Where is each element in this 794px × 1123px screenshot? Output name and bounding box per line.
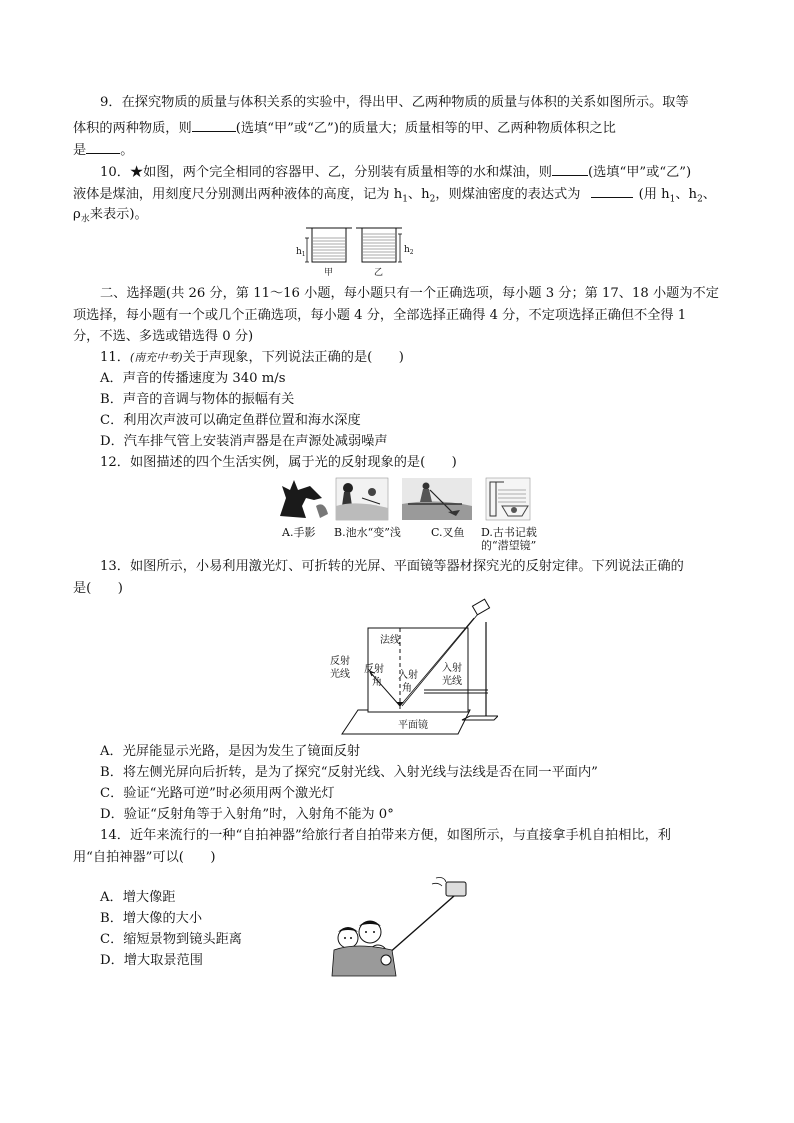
q11-stem: 11．(南充中考)关于声现象，下列说法正确的是( ) bbox=[100, 350, 404, 365]
reflection-apparatus-figure bbox=[326, 598, 498, 738]
label-reflected-ray-1: 反射 bbox=[330, 656, 350, 667]
q14-line2: 用“自拍神器”可以( ) bbox=[73, 850, 216, 865]
periscope-illustration bbox=[486, 478, 530, 520]
q9-line1: 9．在探究物质的质量与体积关系的实验中，得出甲、乙两种物质的质量与体积的关系如图所示。取等 bbox=[100, 95, 689, 110]
section2-line3: 分，不选、多选或错选得 0 分) bbox=[73, 329, 254, 344]
spearing-fish-illustration bbox=[402, 478, 472, 520]
label-jia: 甲 bbox=[324, 268, 334, 278]
caption-d2: 的“潜望镜” bbox=[481, 539, 537, 552]
label-incident-ray-1: 入射 bbox=[442, 663, 462, 674]
q14-option-b[interactable]: B．增大像的大小 bbox=[100, 911, 203, 926]
q14-option-d[interactable]: D．增大取景范围 bbox=[100, 953, 203, 968]
answer-blank[interactable] bbox=[192, 117, 236, 132]
label-reflected-ray-2: 光线 bbox=[330, 669, 350, 680]
q11-option-d[interactable]: D．汽车排气管上安装消声器是在声源处减弱噪声 bbox=[100, 434, 388, 449]
q9-line2: 体积的两种物质，则 (选填“甲”或“乙”)的质量大；质量相等的甲、乙两种物质体积之比 bbox=[73, 117, 616, 139]
label-incident-ray-2: 光线 bbox=[442, 676, 462, 687]
answer-blank[interactable] bbox=[86, 139, 120, 154]
q14-option-c[interactable]: C．缩短景物到镜头距离 bbox=[100, 932, 242, 947]
pool-illustration bbox=[336, 478, 388, 520]
label-yi: 乙 bbox=[374, 268, 384, 278]
answer-blank[interactable] bbox=[591, 183, 633, 198]
h2-label: $h_2$ bbox=[404, 245, 414, 256]
label-mirror: 平面镜 bbox=[398, 720, 428, 731]
section2-line1: 二、选择题(共 26 分，第 11～16 小题，每小题只有一个正确选项，每小题 3 分；第 17、18 小题为不定 bbox=[100, 286, 719, 301]
q9-line3: 是 。 bbox=[73, 139, 133, 161]
caption-c: C.叉鱼 bbox=[431, 526, 465, 539]
q14-line1: 14．近年来流行的一种“自拍神器”给旅行者自拍带来方便，如图所示，与直接拿手机自拍相比，利 bbox=[100, 828, 671, 843]
q13-line1: 13．如图所示，小易利用激光灯、可折转的光屏、平面镜等器材探究光的反射定律。下列说法正确的 bbox=[100, 559, 684, 574]
q13-option-d[interactable]: D．验证“反射角等于入射角”时，入射角不能为 0° bbox=[100, 807, 394, 822]
h1-label: $h_1$ bbox=[296, 247, 306, 258]
q13-option-c[interactable]: C．验证“光路可逆”时必须用两个激光灯 bbox=[100, 786, 335, 801]
label-reflected-angle-1: 反射 bbox=[364, 664, 384, 675]
hand-shadow-illustration bbox=[280, 480, 328, 518]
selfie-stick-illustration bbox=[326, 876, 476, 980]
containers-figure bbox=[294, 224, 420, 278]
q12-illustrations bbox=[276, 476, 532, 522]
q11-option-c[interactable]: C．利用次声波可以确定鱼群位置和海水深度 bbox=[100, 413, 361, 428]
q13-line2: 是( ) bbox=[73, 581, 123, 596]
q13-option-a[interactable]: A．光屏能显示光路，是因为发生了镜面反射 bbox=[100, 744, 361, 759]
q11-option-a[interactable]: A．声音的传播速度为 340 m/s bbox=[100, 371, 286, 386]
section2-line2: 项选择，每小题有一个或几个正确选项，每小题 4 分，全部选择正确得 4 分，不定项选择正确但不全得 1 bbox=[73, 308, 687, 323]
q12-stem: 12．如图描述的四个生活实例，属于光的反射现象的是( ) bbox=[100, 455, 457, 470]
q13-option-b[interactable]: B．将左侧光屏向后折转，是为了探究“反射光线、入射光线与法线是否在同一平面内” bbox=[100, 765, 598, 780]
caption-d1: D.古书记载 bbox=[481, 526, 537, 539]
label-incident-angle-2: 角 bbox=[402, 683, 412, 694]
caption-b: B.池水“变”浅 bbox=[334, 526, 401, 539]
phone-icon bbox=[446, 882, 466, 896]
q10-line3: $\rho_水$来表示)。 bbox=[73, 207, 148, 225]
q10-line1: 10．★如图，两个完全相同的容器甲、乙，分别装有质量相等的水和煤油，则 (选填“甲”或“乙”) bbox=[100, 161, 691, 183]
label-incident-angle-1: 入射 bbox=[398, 670, 418, 681]
q10-line2: 液体是煤油，用刻度尺分别测出两种液体的高度，记为 $h_1$、$h_2$，则煤油密度的表达式为 (用 $h_1$、$h_2$、 bbox=[73, 183, 716, 210]
answer-blank[interactable] bbox=[552, 161, 588, 176]
q14-option-a[interactable]: A．增大像距 bbox=[100, 890, 176, 905]
q11-option-b[interactable]: B．声音的音调与物体的振幅有关 bbox=[100, 392, 295, 407]
caption-a: A.手影 bbox=[282, 526, 316, 539]
container-yi bbox=[356, 228, 402, 262]
container-jia bbox=[305, 228, 352, 262]
label-normal: 法线 bbox=[380, 635, 400, 646]
label-reflected-angle-2: 角 bbox=[372, 677, 382, 688]
